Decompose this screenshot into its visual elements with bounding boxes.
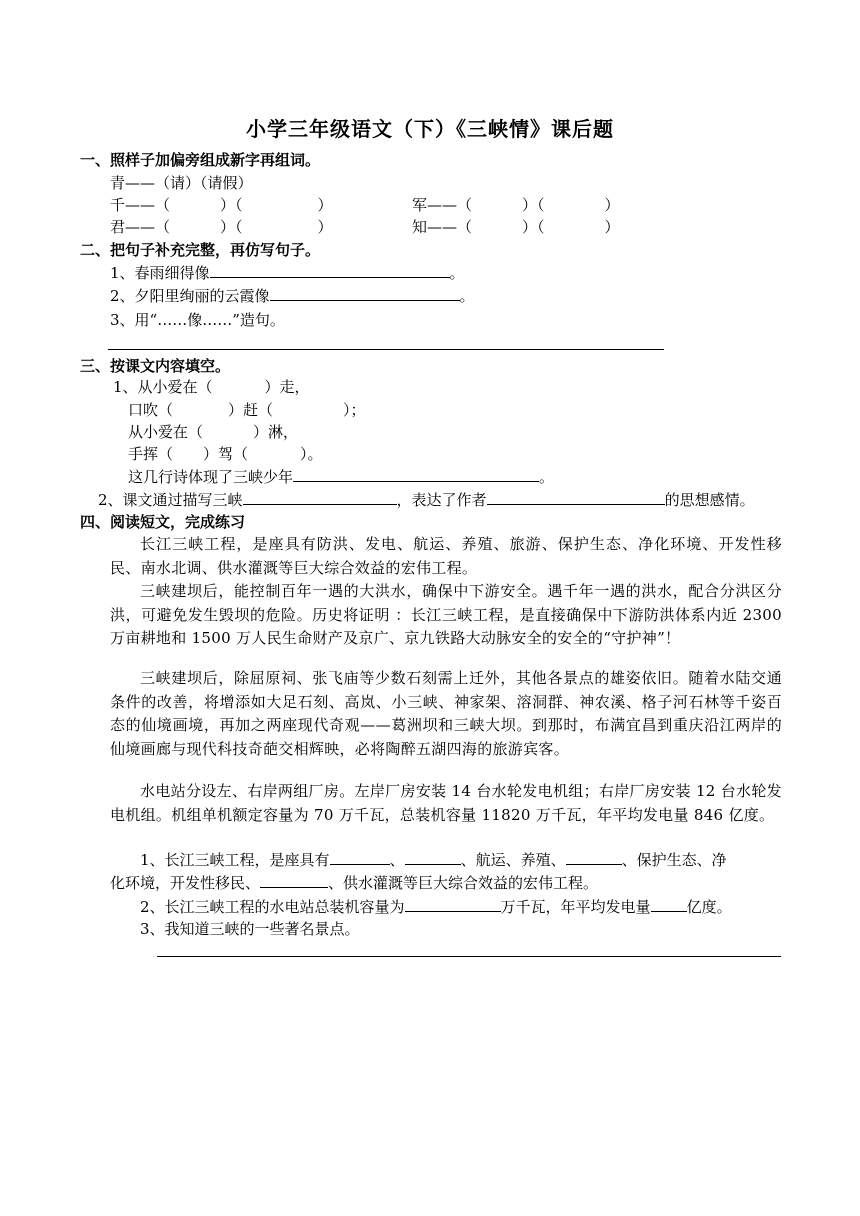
passage-paragraph-3: 三峡建坝后，除屈原祠、张飞庙等少数石刻需上迁外，其他各景点的雄姿依旧。随着水陆交通条件的改善，将增添如大足石刻、高岚、小三峡、神家架、溶洞群、神农溪、格子河石林等千姿百态的仙境画境，再加之两座现代奇观——葛洲坝和三峡大坝。到那时，布满宜昌到重庆沿江两岸的仙境画廊与现代科技奇葩交相辉映，必将陶醉五湖四海的旅游宾客。 [110,669,782,758]
answer-line[interactable] [157,956,781,957]
section-3-heading: 三、按课文内容填空。 [80,357,231,375]
s1-question-a-left: 千——（ ）（ ） [110,196,333,214]
s1-question-a-right: 军——（ ）（ ） [412,196,620,214]
answer-blank[interactable] [330,850,390,865]
s4-question-3: 3、我知道三峡的一些著名景点。 [140,920,360,938]
answer-blank[interactable] [243,490,397,505]
passage-paragraph-1: 长江三峡工程，是座具有防洪、发电、航运、养殖、旅游、保护生态、净化环境、开发性移民、南水北调、供水灌溉等巨大综合效益的宏伟工程。 [110,535,782,577]
page-title: 小学三年级语文（下）《三峡情》课后题 [246,117,614,141]
s3-line-2: 口吹（ ）赶（ ）； [128,401,366,419]
answer-blank[interactable] [566,850,622,865]
answer-blank[interactable] [405,897,501,912]
s2-question-3: 3、用“……像……”造句。 [110,311,285,329]
answer-blank[interactable] [487,490,665,505]
s4-question-1: 1、长江三峡工程，是座具有 、 、航运、养殖、 、保护生态、净 [140,851,727,869]
passage-paragraph-2: 三峡建坝后，能控制百年一遇的大洪水，确保中下游安全。遇千年一遇的洪水，配合分洪区分洪，可避免发生毁坝的危险。历史将证明 ：长江三峡工程，是直接确保中下游防洪体系内近 2300 万亩耕地和 1500 万人民生命财产及京广、京九铁路大动脉安全的安全的“守护神”！ [110,582,782,647]
s1-question-b-left: 君——（ ）（ ） [110,218,333,236]
s3-line-5: 这几行诗体现了三峡少年 。 [128,468,555,486]
answer-blank[interactable] [260,873,328,888]
s3-question-2: 2、课文通过描写三峡 ，表达了作者 的思想感情。 [98,491,755,509]
answer-blank[interactable] [270,286,460,301]
answer-blank[interactable] [293,467,539,482]
s2-question-1: 1、春雨细得像 。 [110,264,465,282]
s4-question-2: 2、长江三峡工程的水电站总装机容量为 万千瓦，年平均发电量 亿度。 [140,898,732,916]
section-2-heading: 二、把句子补充完整，再仿写句子。 [80,241,321,259]
section-1-heading: 一、照样子加偏旁组成新字再组词。 [80,151,321,169]
section-4-heading: 四、阅读短文，完成练习 [80,513,246,531]
answer-blank[interactable] [210,263,450,278]
s3-line-3: 从小爱在（ ）淋， [128,423,299,441]
s4-question-1-cont: 化环境，开发性移民、 、供水灌溉等巨大综合效益的宏伟工程。 [110,874,599,892]
answer-blank[interactable] [405,850,461,865]
passage-paragraph-4: 水电站分设左、右岸两组厂房。左岸厂房安装 14 台水轮发电机组；右岸厂房安装 12 台水轮发电机组。机组单机额定容量为 70 万千瓦，总装机容量 11820 万千瓦，年平均发电量 846 亿度。 [110,782,782,824]
s1-example: 青——（请）（请假） [110,174,253,192]
answer-blank[interactable] [651,897,687,912]
s3-line-1: 1、从小爱在（ ）走， [113,378,310,396]
answer-line[interactable] [108,349,664,350]
s3-line-4: 手挥（ ）驾（ ）。 [128,445,323,463]
s2-question-2: 2、夕阳里绚丽的云霞像 。 [110,287,475,305]
s1-question-b-right: 知——（ ）（ ） [412,218,620,236]
